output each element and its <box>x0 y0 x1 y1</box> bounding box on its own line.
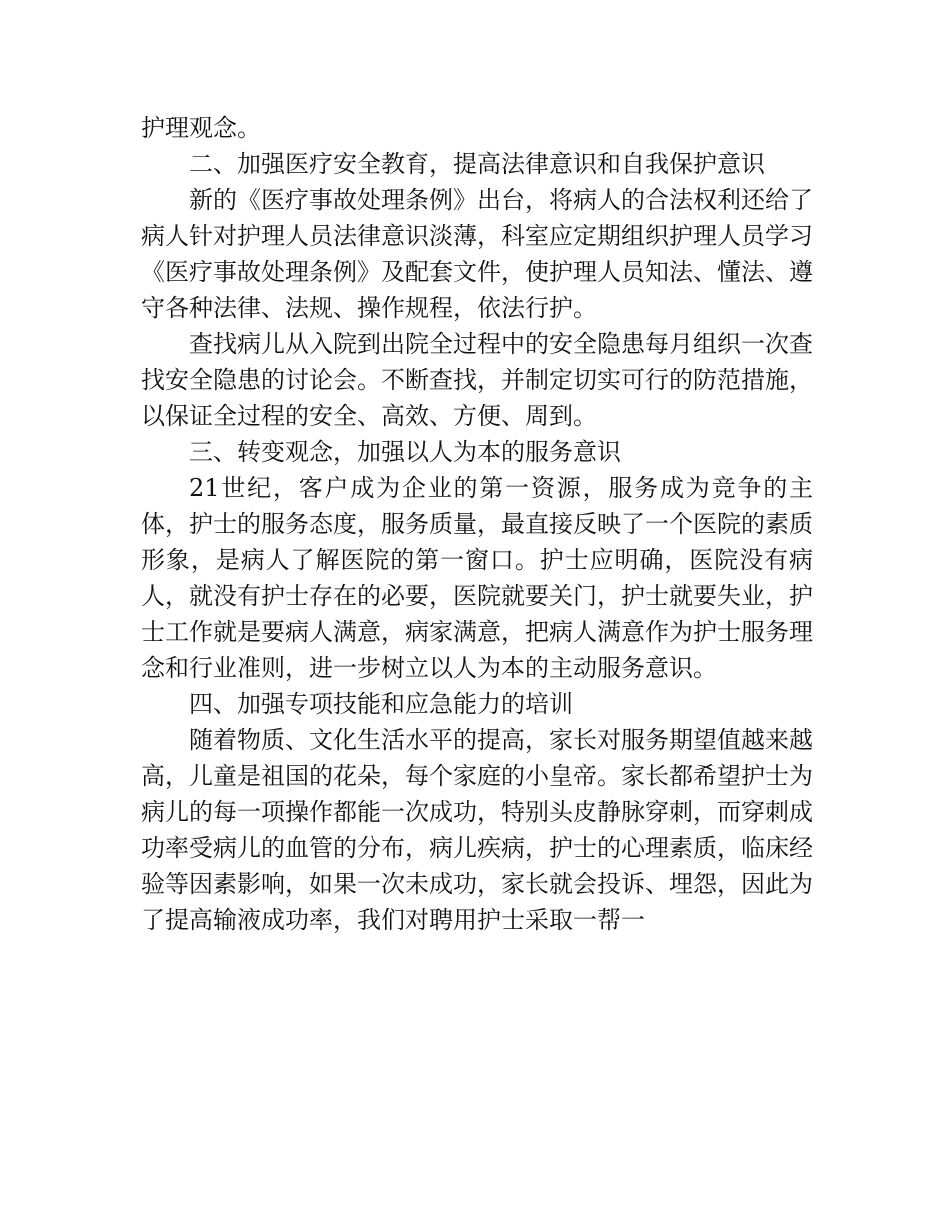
paragraph-safety-hazards: 查找病儿从入院到出院全过程中的安全隐患每月组织一次查找安全隐患的讨论会。不断查找，并制定切实可行的防范措施，以保证全过程的安全、高效、方便、周到。 <box>141 330 813 430</box>
section-heading-3: 三、转变观念，加强以人为本的服务意识 <box>189 438 621 466</box>
section-heading-4: 四、加强专项技能和应急能力的培训 <box>189 690 573 718</box>
paragraph-skills-training: 随着物质、文化生活水平的提高，家长对服务期望值越来越高，儿童是祖国的花朵，每个家庭的小皇帝。家长都希望护士为病儿的每一项操作都能一次成功，特别头皮静脉穿刺，而穿刺成功率受病儿的血管的分布，病儿疾病，护士的心理素质，临床经验等因素影响，如果一次未成功，家长就会投诉、埋怨，因此为了提高输液成功率，我们对聘用护士采取一帮一 <box>141 726 813 934</box>
document-page <box>141 110 813 938</box>
section-heading-2: 二、加强医疗安全教育，提高法律意识和自我保护意识 <box>189 150 765 178</box>
paragraph-continuation: 护理观念。 <box>141 114 261 142</box>
paragraph-regulations: 新的《医疗事故处理条例》出台，将病人的合法权利还给了病人针对护理人员法律意识淡薄，科室应定期组织护理人员学习《医疗事故处理条例》及配套文件，使护理人员知法、懂法、遵守各种法律、法规、操作规程，依法行护。 <box>141 186 813 322</box>
paragraph-service-awareness: 21世纪，客户成为企业的第一资源，服务成为竞争的主体，护士的服务态度，服务质量，最直接反映了一个医院的素质形象，是病人了解医院的第一窗口。护士应明确，医院没有病人，就没有护士存在的必要，医院就要关门，护士就要失业，护士工作就是要病人满意，病家满意，把病人满意作为护士服务理念和行业准则，进一步树立以人为本的主动服务意识。 <box>141 474 813 682</box>
